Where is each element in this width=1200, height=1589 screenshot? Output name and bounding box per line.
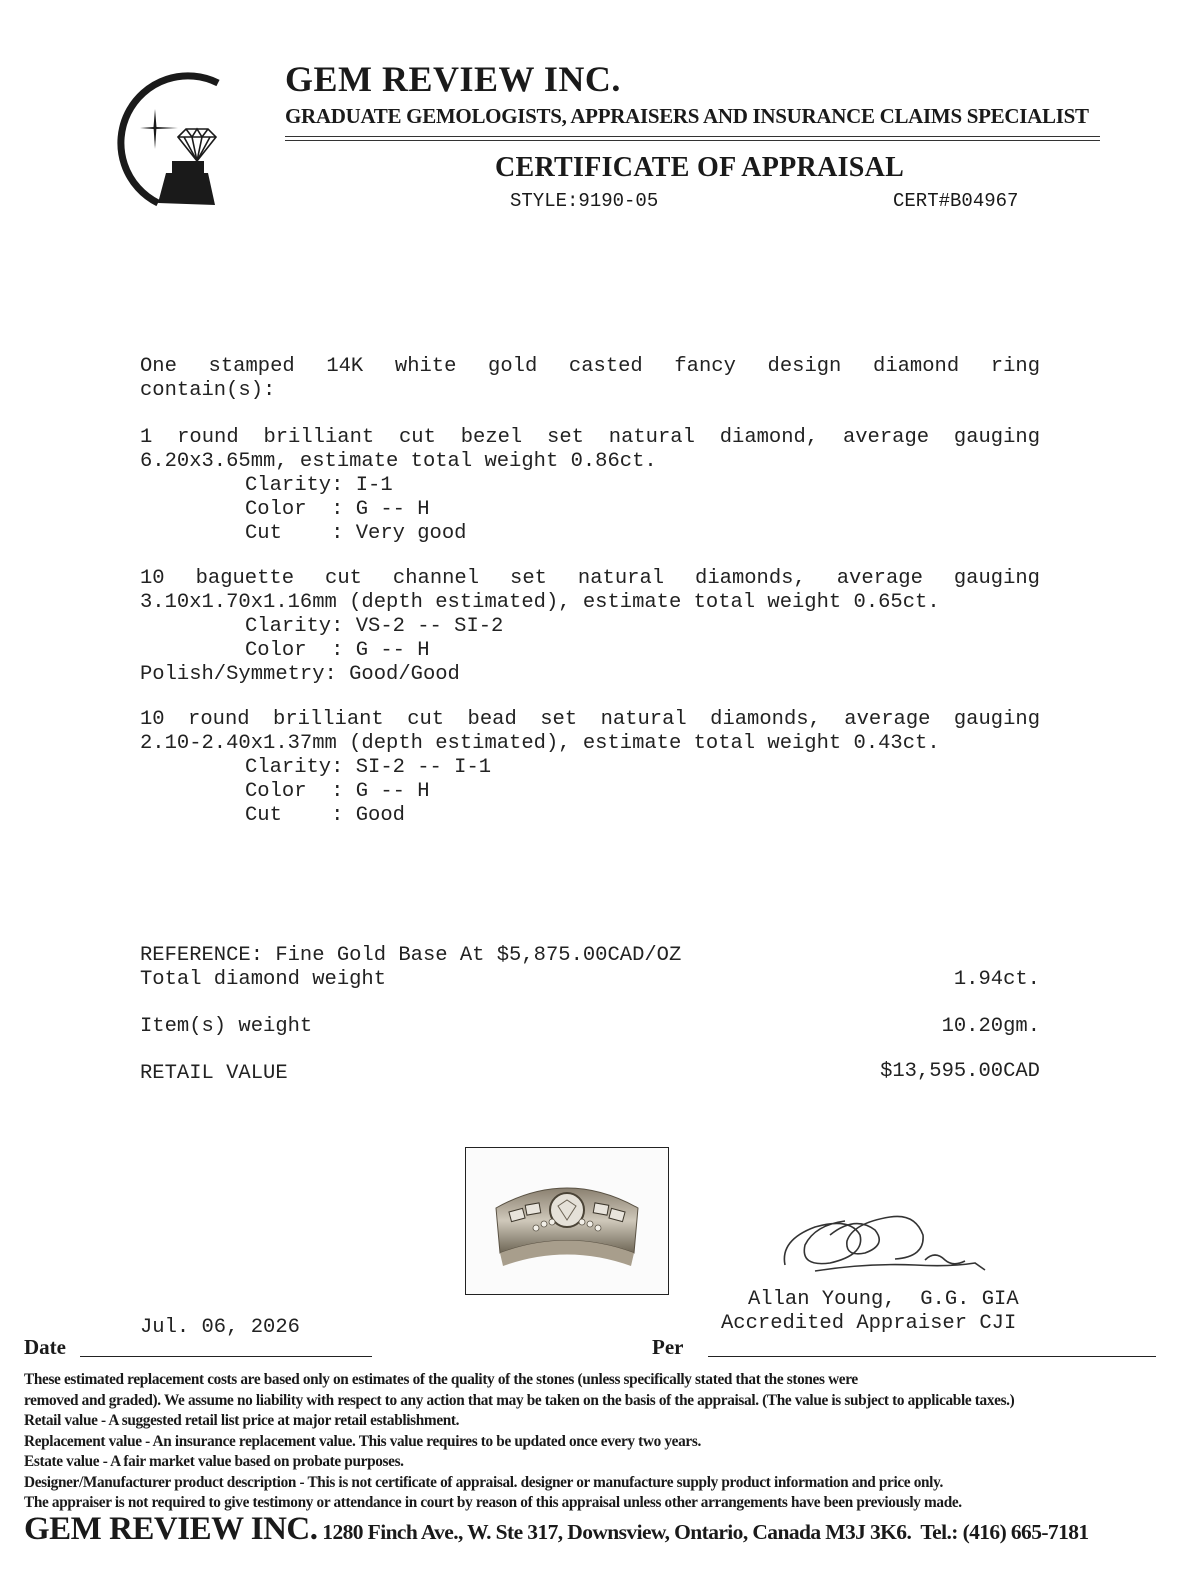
date-underline	[80, 1356, 372, 1357]
spec-clarity	[245, 615, 503, 639]
style-number: STYLE:9190-05	[510, 190, 659, 212]
appraisal-date: Jul. 06, 2026	[140, 1316, 300, 1339]
spec-value: G -- H	[343, 639, 430, 662]
appraiser-accreditation: Accredited Appraiser CJI	[721, 1312, 1017, 1335]
footer-company-name: GEM REVIEW INC.	[24, 1511, 318, 1547]
stone-block	[140, 426, 1040, 546]
spec-label: Clarity:	[245, 474, 344, 497]
appraiser-name: Allan Young, G.G. GIA	[748, 1288, 1019, 1311]
header-divider	[285, 136, 1100, 137]
total-weight-label: Total diamond weight	[140, 968, 387, 991]
spec-label: Cut :	[245, 804, 344, 827]
item-weight-label: Item(s) weight	[140, 1015, 313, 1038]
appraiser-signature	[775, 1205, 1020, 1295]
stone-line: 10 baguette cut channel set natural diamonds, average gauging	[140, 567, 1040, 590]
spec-cut	[245, 804, 405, 828]
spec-cut	[245, 522, 466, 546]
item-description	[140, 355, 1040, 403]
cert-number: CERT#B04967	[893, 190, 1019, 212]
item-weight-value: 10.20gm.	[941, 1015, 1040, 1038]
ring-photo	[465, 1147, 669, 1295]
per-underline	[708, 1356, 1156, 1357]
spec-clarity	[245, 756, 491, 780]
certificate-title: CERTIFICATE OF APPRAISAL	[495, 152, 905, 183]
description-line: contain(s):	[140, 379, 276, 402]
spec-label: Clarity:	[245, 615, 344, 638]
company-name: GEM REVIEW INC.	[285, 59, 621, 99]
spec-label: Color :	[245, 498, 344, 521]
spec-value: SI-2 -- I-1	[343, 756, 492, 779]
stone-block	[140, 567, 1040, 687]
disclaimer-line: These estimated replacement costs are based only on estimates of the quality of the stones (unless specifically stated that the stones were	[24, 1371, 858, 1388]
description-line: One stamped 14K white gold casted fancy design diamond ring	[140, 355, 1040, 378]
stone-block	[140, 708, 1040, 828]
gold-reference: REFERENCE: Fine Gold Base At $5,875.00CAD/OZ	[140, 944, 682, 967]
disclaimer-line: removed and graded). We assume no liability with respect to any action that may be taken on the basis of the appraisal. (The value is subject to applicable taxes.)	[24, 1391, 1015, 1409]
stone-line: 6.20x3.65mm, estimate total weight 0.86ct.	[140, 450, 657, 473]
spec-value: G -- H	[343, 780, 430, 803]
stone-line: 1 round brilliant cut bezel set natural diamond, average gauging	[140, 426, 1040, 449]
disclaimer-line: Estate value - A fair market value based on probate purposes.	[24, 1453, 404, 1470]
spec-clarity	[245, 474, 393, 498]
disclaimer-line: Retail value - A suggested retail list price at major retail establishment.	[24, 1412, 460, 1429]
stone-line: 2.10-2.40x1.37mm (depth estimated), estimate total weight 0.43ct.	[140, 732, 940, 755]
spec-label: Cut :	[245, 522, 344, 545]
spec-color	[245, 780, 430, 804]
footer-address: 1280 Finch Ave., W. Ste 317, Downsview, Ontario, Canada M3J 3K6. Tel.: (416) 665-7181	[317, 1520, 1089, 1544]
spec-value: I-1	[343, 474, 393, 497]
disclaimer-line: Replacement value - An insurance replacement value. This value requires to be updated once every two years.	[24, 1432, 701, 1450]
company-tagline: GRADUATE GEMOLOGISTS, APPRAISERS AND INSURANCE CLAIMS SPECIALIST	[285, 104, 1089, 128]
header-divider	[285, 140, 1100, 141]
spec-label: Color :	[245, 780, 344, 803]
spec-value: G -- H	[343, 498, 430, 521]
retail-value-amount: $13,595.00CAD	[880, 1060, 1040, 1083]
total-weight-value: 1.94ct.	[953, 968, 1040, 991]
stone-line: 3.10x1.70x1.16mm (depth estimated), estimate total weight 0.65ct.	[140, 591, 940, 614]
spec-color	[245, 639, 430, 663]
ring-image	[466, 1148, 668, 1294]
retail-value-label: RETAIL VALUE	[140, 1062, 288, 1085]
spec-value: VS-2 -- SI-2	[343, 615, 504, 638]
footer	[24, 1511, 1089, 1548]
per-label: Per	[652, 1335, 684, 1359]
disclaimer-line: The appraiser is not required to give testimony or attendance in court by reason of this appraisal unless other arrangements have been previously made.	[24, 1494, 962, 1511]
spec-value: Very good	[343, 522, 467, 545]
spec-label: Color :	[245, 639, 344, 662]
disclaimer	[24, 1370, 1184, 1514]
date-label: Date	[24, 1335, 66, 1359]
disclaimer-line: Designer/Manufacturer product description - This is not certificate of appraisal. designer or manufacture supply product information and price only.	[24, 1473, 944, 1491]
spec-polish-symmetry: Polish/Symmetry: Good/Good	[140, 663, 460, 686]
stone-line: 10 round brilliant cut bead set natural diamonds, average gauging	[140, 708, 1040, 731]
spec-color	[245, 498, 430, 522]
company-logo	[100, 65, 235, 210]
spec-label: Clarity:	[245, 756, 344, 779]
spec-value: Good	[343, 804, 405, 827]
